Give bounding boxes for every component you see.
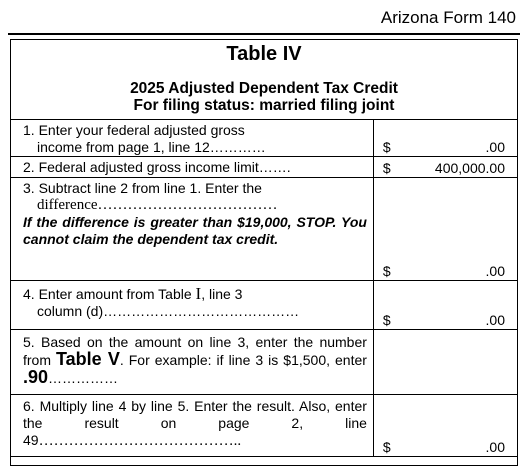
line-5-example: .90 <box>23 367 49 387</box>
line-3-value: .00 <box>485 263 505 279</box>
line-3-text-b: difference……………………………… <box>37 197 278 213</box>
line-4-text-b: , line 3 <box>201 286 243 302</box>
line-1-row <box>11 120 518 157</box>
line-6-dollar: $ <box>382 439 391 455</box>
line-2-text-a: Federal adjusted gross income limit……. <box>38 159 291 175</box>
line-1-amount[interactable] <box>373 120 517 157</box>
line-5-text-a: Based on the amount on line 3, enter the number from <box>23 334 367 368</box>
line-4-amount[interactable] <box>373 281 517 330</box>
line-3-row <box>11 178 518 281</box>
line-4-table-ref: I <box>195 284 202 303</box>
line-2-dollar: $ <box>382 160 391 176</box>
line-4-text-a: Enter amount from Table <box>38 286 196 302</box>
header-rule <box>8 33 520 35</box>
line-6-amount[interactable] <box>373 395 517 457</box>
line-6-description <box>11 395 374 457</box>
line-5-number: 5. <box>23 334 35 350</box>
line-6-text-b: ………………………………….. <box>38 433 242 449</box>
line-2-value: 400,000.00 <box>434 160 505 176</box>
line-6-number: 6. <box>23 398 35 414</box>
line-4-dollar: $ <box>382 312 391 328</box>
line-6-row <box>11 395 518 457</box>
line-3-amount[interactable] <box>373 178 517 281</box>
line-2-description <box>11 157 374 178</box>
line-6-text-a: Multiply line 4 by line 5. Enter the result. Also, enter the result on page 2, line 49 <box>23 398 367 448</box>
line-1-number: 1. <box>23 122 35 138</box>
line-2-row <box>11 157 518 178</box>
subtitle-line-2: For filing status: married filing joint <box>133 97 395 114</box>
table-iv-panel <box>10 39 518 466</box>
table-title: Table IV <box>226 43 302 65</box>
subtitle-line-1: 2025 Adjusted Dependent Tax Credit <box>130 80 398 97</box>
line-1-description <box>11 120 374 157</box>
line-5-text-b: . For example: if line 3 is $1,500, enter <box>119 352 367 368</box>
line-3-warning: If the difference is greater than $19,000, STOP. You cannot claim the dependent tax credit. <box>23 214 367 247</box>
line-4-description <box>11 281 374 330</box>
line-2-number: 2. <box>23 159 35 175</box>
line-3-text-a: Subtract line 2 from line 1. Enter the <box>38 180 262 196</box>
line-2-amount[interactable] <box>373 157 517 178</box>
form-name: Arizona Form 140 <box>380 8 516 27</box>
line-6-value: .00 <box>485 439 505 455</box>
worksheet-table <box>10 119 518 457</box>
line-1-value: .00 <box>485 139 505 155</box>
line-4-row <box>11 281 518 330</box>
line-4-number: 4. <box>23 286 35 302</box>
line-3-description <box>11 178 374 281</box>
line-1-text-a: Enter your federal adjusted gross <box>38 122 245 138</box>
line-3-dollar: $ <box>382 263 391 279</box>
line-4-text-c: column (d)…………………………………… <box>37 303 300 319</box>
table-subtitle <box>11 80 517 114</box>
line-1-dollar: $ <box>382 139 391 155</box>
line-4-value: .00 <box>485 312 505 328</box>
line-3-number: 3. <box>23 180 35 196</box>
line-1-text-b: income from page 1, line 12………… <box>37 139 266 155</box>
line-5-description <box>11 330 374 395</box>
line-5-amount[interactable] <box>373 330 517 395</box>
line-5-text-c: …………… <box>48 370 119 386</box>
line-5-row <box>11 330 518 395</box>
line-5-table-ref: Table V <box>56 349 120 369</box>
